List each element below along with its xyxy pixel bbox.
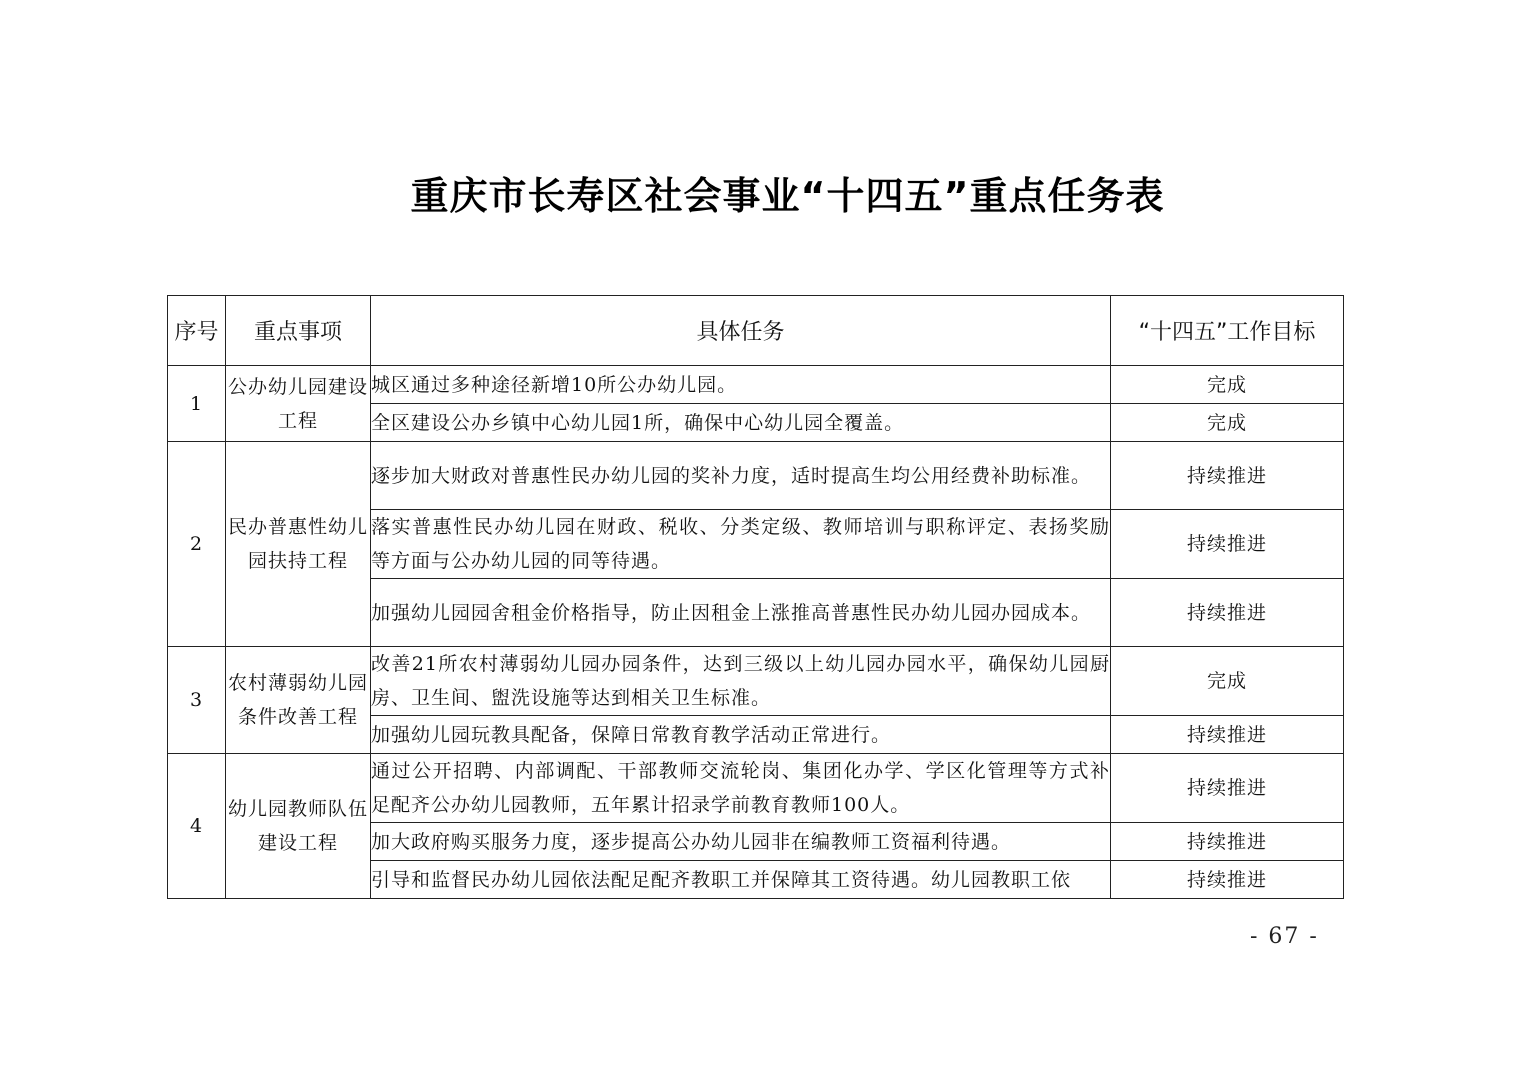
row-index: 2 — [168, 442, 226, 647]
row-item: 公办幼儿园建设工程 — [226, 366, 371, 442]
row-goal: 持续推进 — [1111, 754, 1344, 823]
document-title: 重庆市长寿区社会事业“十四五”重点任务表 — [410, 174, 1165, 218]
table-row — [168, 442, 1344, 510]
row-task: 加强幼儿园玩教具配备，保障日常教育教学活动正常进行。 — [371, 716, 1111, 754]
row-task: 引导和监督民办幼儿园依法配足配齐教职工并保障其工资待遇。幼儿园教职工依 — [371, 861, 1111, 899]
row-goal: 完成 — [1111, 647, 1344, 716]
row-task: 加大政府购买服务力度，逐步提高公办幼儿园非在编教师工资福利待遇。 — [371, 823, 1111, 861]
row-index: 1 — [168, 366, 226, 442]
table-row — [168, 754, 1344, 823]
row-task: 全区建设公办乡镇中心幼儿园1所，确保中心幼儿园全覆盖。 — [371, 404, 1111, 442]
row-index: 3 — [168, 647, 226, 754]
row-goal: 完成 — [1111, 404, 1344, 442]
row-item: 农村薄弱幼儿园条件改善工程 — [226, 647, 371, 754]
row-task: 逐步加大财政对普惠性民办幼儿园的奖补力度，适时提高生均公用经费补助标准。 — [371, 442, 1111, 510]
row-goal: 完成 — [1111, 366, 1344, 404]
row-task: 通过公开招聘、内部调配、干部教师交流轮岗、集团化办学、学区化管理等方式补足配齐公办幼儿园教师，五年累计招录学前教育教师100人。 — [371, 754, 1111, 823]
header-index: 序号 — [168, 296, 226, 366]
header-item: 重点事项 — [226, 296, 371, 366]
row-index: 4 — [168, 754, 226, 899]
row-goal: 持续推进 — [1111, 716, 1344, 754]
row-task: 改善21所农村薄弱幼儿园办园条件，达到三级以上幼儿园办园水平，确保幼儿园厨房、卫生间、盥洗设施等达到相关卫生标准。 — [371, 647, 1111, 716]
page-number: - 67 - — [1250, 924, 1319, 949]
header-goal: “十四五”工作目标 — [1111, 296, 1344, 366]
row-task: 落实普惠性民办幼儿园在财政、税收、分类定级、教师培训与职称评定、表扬奖励等方面与公办幼儿园的同等待遇。 — [371, 510, 1111, 579]
row-goal: 持续推进 — [1111, 861, 1344, 899]
row-task: 城区通过多种途径新增10所公办幼儿园。 — [371, 366, 1111, 404]
row-task: 加强幼儿园园舍租金价格指导，防止因租金上涨推高普惠性民办幼儿园办园成本。 — [371, 579, 1111, 647]
header-task: 具体任务 — [371, 296, 1111, 366]
row-goal: 持续推进 — [1111, 510, 1344, 579]
row-item: 民办普惠性幼儿园扶持工程 — [226, 442, 371, 647]
table-header-row — [168, 296, 1344, 366]
row-item: 幼儿园教师队伍建设工程 — [226, 754, 371, 899]
key-tasks-table — [167, 295, 1344, 899]
row-goal: 持续推进 — [1111, 579, 1344, 647]
table-row — [168, 366, 1344, 404]
row-goal: 持续推进 — [1111, 823, 1344, 861]
table-row — [168, 647, 1344, 716]
row-goal: 持续推进 — [1111, 442, 1344, 510]
